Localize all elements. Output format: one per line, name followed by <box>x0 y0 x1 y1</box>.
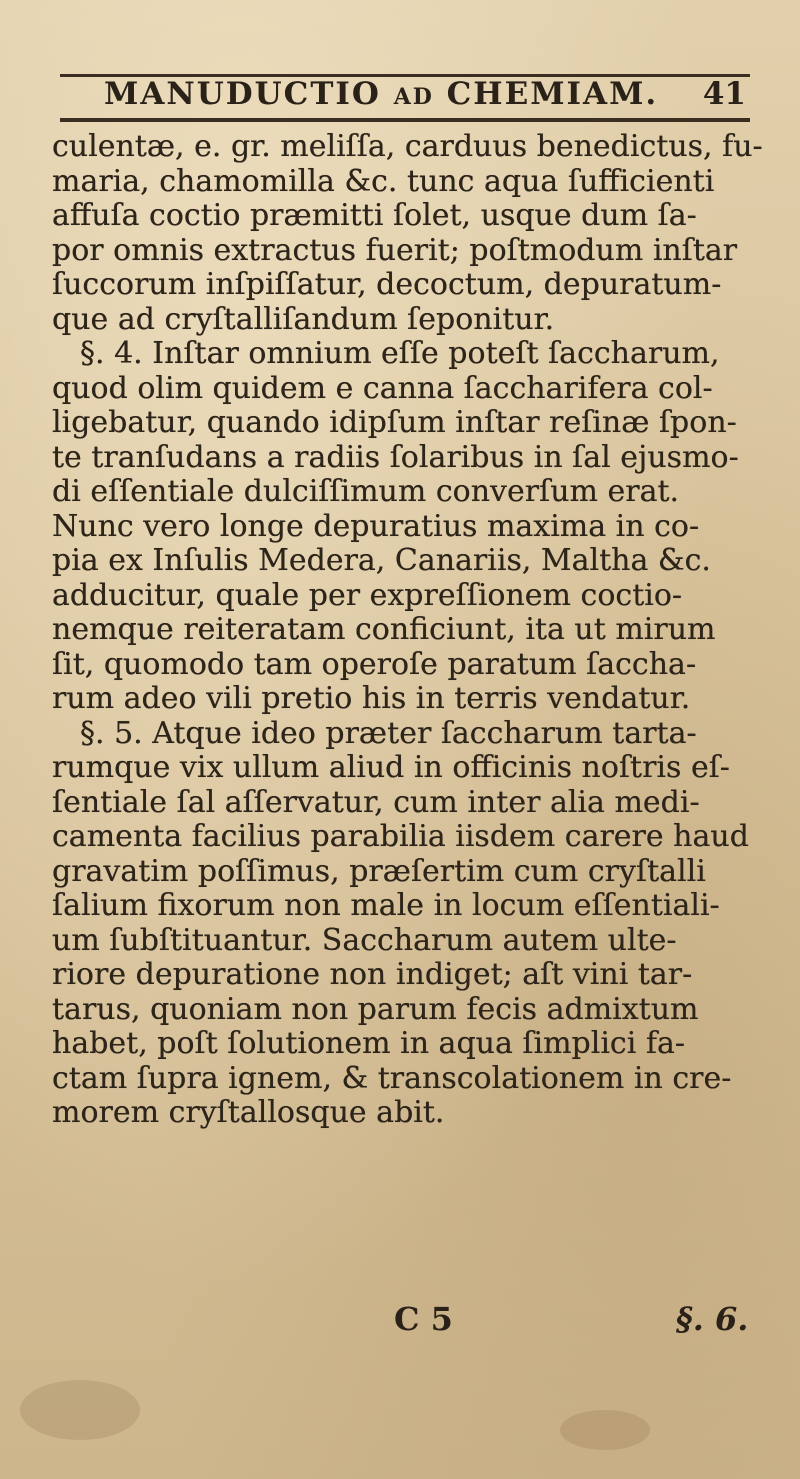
text-line: culentæ, e. gr. meliſſa, carduus benedictus, fu- <box>52 130 763 164</box>
paper-stain <box>20 1380 140 1440</box>
text-line: ctam ſupra ignem, & transcolationem in cre- <box>52 1061 732 1096</box>
text-line: morem cryſtallosque abit. <box>52 1096 445 1130</box>
text-line: affuſa coctio præmitti ſolet, usque dum ſa- <box>52 199 697 233</box>
text-line: rum adeo vili pretio his in terris vendatur. <box>52 682 691 716</box>
text-line: ſuccorum inſpiſſatur, decoctum, depuratum- <box>52 268 722 302</box>
text-line: pia ex Inſulis Medera, Canariis, Maltha &c. <box>52 544 711 578</box>
text-line: riore depuratione non indiget; aſt vini tar- <box>52 958 693 992</box>
running-title: MANUDUCTIO ad CHEMIAM. <box>104 76 659 112</box>
text-line: rumque vix ullum aliud in officinis noſtris eſ- <box>52 751 730 785</box>
text-line: ſalium fixorum non male in locum eſſentiali- <box>52 889 720 923</box>
text-line: gravatim poſſimus, præſertim cum cryſtalli <box>52 854 706 889</box>
catchword: §. 6. <box>676 1300 749 1338</box>
text-line: que ad cryſtalliſandum ſeponitur. <box>52 302 555 337</box>
text-line: ligebatur, quando idipſum inſtar reſinæ ſpon- <box>52 406 737 440</box>
text-line: camenta facilius parabilia iisdem carere haud <box>52 820 749 854</box>
running-header <box>60 62 750 124</box>
text-line: te tranſudans a radiis ſolaribus in ſal ejusmo- <box>52 440 739 475</box>
text-line: §. 5. Atque ideo præter ſaccharum tarta- <box>80 716 697 751</box>
text-line: Nunc vero longe depuratius maxima in co- <box>52 509 700 544</box>
text-line: ſit, quomodo tam operoſe paratum ſaccha- <box>52 647 697 682</box>
text-line: um ſubſtituantur. Saccharum autem ulte- <box>52 923 677 958</box>
page-number: 41 <box>702 76 746 112</box>
body-text <box>52 130 764 1131</box>
text-line: quod olim quidem e canna ſaccharifera col- <box>52 371 713 406</box>
text-line: maria, chamomilla &c. tunc aqua ſufficienti <box>52 164 715 199</box>
text-line: nemque reiteratam conficiunt, ita ut mirum <box>52 613 716 647</box>
text-line: ſentiale ſal aſſervatur, cum inter alia medi- <box>52 785 700 820</box>
text-line: di eſſentiale dulciſſimum converſum erat. <box>52 475 680 509</box>
header-rule-bottom <box>60 118 750 122</box>
page-footer <box>0 1300 800 1360</box>
text-line: habet, poſt ſolutionem in aqua ſimplici fa- <box>52 1027 685 1061</box>
text-line: por omnis extractus fuerit; poſtmodum inſtar <box>52 233 738 268</box>
text-line: tarus, quoniam non parum fecis admixtum <box>52 992 699 1027</box>
text-line: adducitur, quale per expreſſionem coctio- <box>52 578 683 613</box>
text-line: §. 4. Inſtar omnium eſſe poteſt ſaccharum, <box>80 337 720 371</box>
paper-stain <box>560 1410 650 1450</box>
signature-mark: C 5 <box>394 1300 453 1338</box>
